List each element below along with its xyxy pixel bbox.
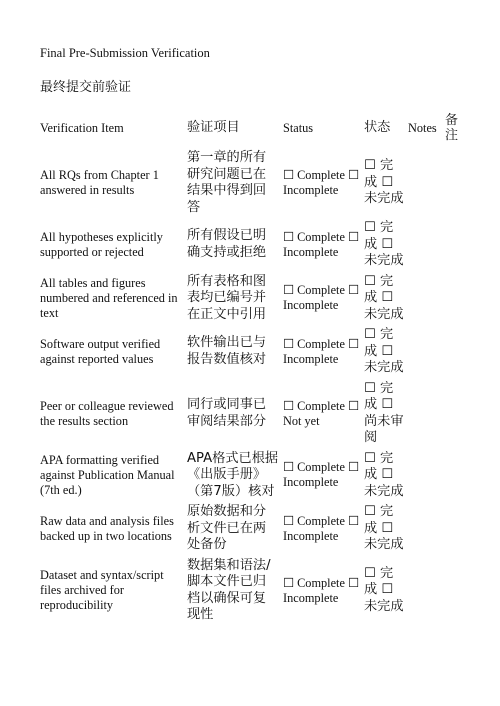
row-notes	[406, 502, 443, 556]
row-notes-zh	[443, 502, 469, 556]
row-notes-zh	[443, 556, 469, 626]
document-title-english: Final Pre-Submission Verification	[40, 46, 210, 60]
row-notes-zh	[443, 449, 469, 503]
verification-table	[38, 108, 469, 626]
row-status: ☐ Complete ☐ Incomplete	[283, 575, 360, 605]
row-status: ☐ Complete ☐ Incomplete	[283, 513, 360, 543]
row-notes-zh	[443, 272, 469, 326]
row-status-zh: ☐ 完成 ☐ 未完成	[364, 220, 404, 268]
row-item: Dataset and syntax/script files archived for reproducibility	[40, 568, 164, 612]
table-row	[38, 502, 469, 556]
row-status-zh: ☐ 完成 ☐ 未完成	[364, 327, 404, 375]
row-item-zh: 第一章的所有研究问题已在结果中得到回答	[187, 150, 267, 215]
header-notes: Notes	[408, 120, 437, 135]
row-status: ☐ Complete ☐ Incomplete	[283, 229, 360, 259]
row-item-zh: 同行或同事已审阅结果部分	[187, 397, 267, 429]
row-item-zh: APA格式已根据《出版手册》（第7版）核对	[187, 450, 279, 499]
header-status-zh: 状态	[364, 119, 391, 135]
table-row	[38, 272, 469, 326]
row-item-zh: 所有表格和图表均已编号并在正文中引用	[187, 273, 267, 322]
row-item-zh: 原始数据和分析文件已在两处备份	[187, 504, 267, 552]
row-item: Peer or colleague reviewed the results section	[40, 398, 174, 428]
row-item: APA formatting verified against Publication Manual (7th ed.)	[40, 452, 175, 497]
row-status-zh: ☐ 完成 ☐ 未完成	[364, 504, 404, 552]
row-item: Software output verified against reported values	[40, 336, 161, 366]
row-status: ☐ Complete ☐ Incomplete	[283, 336, 360, 366]
row-notes-zh	[443, 379, 469, 449]
row-notes	[406, 379, 443, 449]
row-item: Raw data and analysis files backed up in two locations	[40, 513, 174, 543]
row-notes-zh	[443, 148, 469, 218]
row-item: All RQs from Chapter 1 answered in results	[40, 168, 159, 197]
row-status: ☐ Complete ☐ Incomplete	[283, 460, 360, 490]
row-item: All tables and figures numbered and referenced in text	[40, 275, 178, 320]
header-item: Verification Item	[40, 120, 124, 135]
row-notes-zh	[443, 218, 469, 272]
row-item-zh: 软件输出已与报告数值核对	[187, 335, 267, 367]
table-row	[38, 148, 469, 218]
row-status: ☐ Complete ☐ Incomplete	[283, 283, 360, 313]
row-notes	[406, 218, 443, 272]
row-notes	[406, 449, 443, 503]
table-header-row	[38, 108, 469, 148]
table-row	[38, 325, 469, 379]
row-item: All hypotheses explicitly supported or rejected	[40, 229, 163, 259]
row-status-zh: ☐ 完成 ☐ 未完成	[364, 158, 404, 207]
row-item-zh: 数据集和语法/脚本文件已归档以确保可复现性	[187, 557, 271, 622]
row-notes	[406, 272, 443, 326]
row-status-zh: ☐ 完成 ☐ 未完成	[364, 273, 404, 322]
row-notes-zh	[443, 325, 469, 379]
row-status-zh: ☐ 完成 ☐ 未完成	[364, 450, 404, 499]
header-status: Status	[283, 120, 314, 135]
header-notes-zh: 备注	[445, 113, 459, 143]
table-row	[38, 556, 469, 626]
row-notes	[406, 325, 443, 379]
row-status-zh: ☐ 完成 ☐ 未完成	[364, 565, 404, 614]
row-notes	[406, 148, 443, 218]
document-title-chinese: 最终提交前验证	[40, 80, 132, 95]
row-status: ☐ Complete ☐ Incomplete	[283, 168, 360, 197]
table-row	[38, 449, 469, 503]
row-status-zh: ☐ 完成 ☐ 尚未审阅	[364, 380, 404, 445]
table-row	[38, 218, 469, 272]
table-row	[38, 379, 469, 449]
row-item-zh: 所有假设已明确支持或拒绝	[187, 228, 267, 260]
row-status: ☐ Complete ☐ Not yet	[283, 398, 360, 428]
header-item-zh: 验证项目	[187, 119, 240, 135]
row-notes	[406, 556, 443, 626]
